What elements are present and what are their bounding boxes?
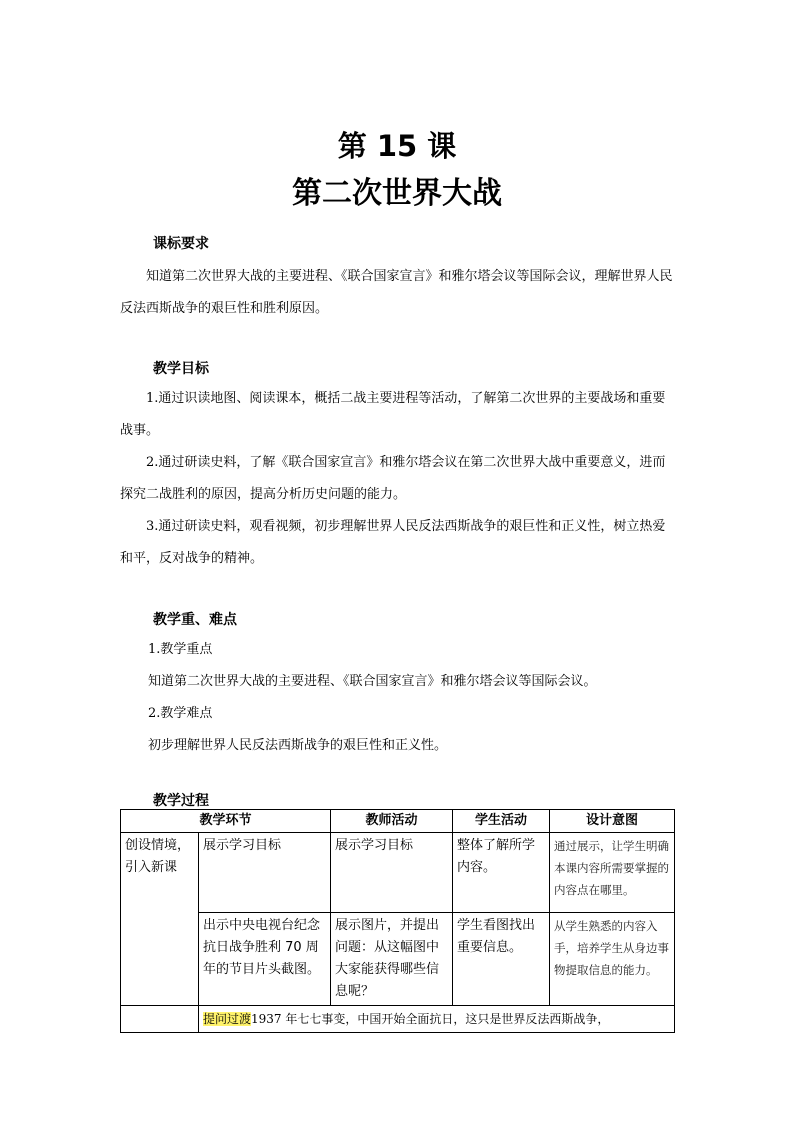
difficult-point-label: 2.教学难点 (148, 706, 213, 721)
goal-item-2: 2.通过研读史料，了解《联合国家宣言》和雅尔塔会议在第二次世界大战中重要意义，进而探究二战胜利的原因，提高分析历史问题的能力。 (120, 455, 666, 502)
table-row (121, 1006, 675, 1033)
table-row (121, 913, 675, 1006)
table-header-row (121, 810, 675, 833)
teacher-cell: 展示图片，并提出问题：从这幅图中大家能获得哪些信息呢？ (331, 913, 453, 1006)
student-cell: 整体了解所学内容。 (453, 833, 550, 913)
content-cell: 出示中央电视台纪念抗日战争胜利 70 周年的节目片头截图。 (199, 913, 331, 1006)
stage-cell-empty (121, 1006, 199, 1033)
process-table (120, 809, 675, 1033)
intent-cell: 通过展示，让学生明确本课内容所需要掌握的内容点在哪里。 (550, 833, 675, 913)
standard-heading: 课标要求 (153, 236, 209, 252)
goals-heading: 教学目标 (153, 361, 209, 377)
lesson-number: 第 15 课 (337, 129, 457, 163)
content-cell: 展示学习目标 (199, 833, 331, 913)
focus-heading: 教学重、难点 (153, 612, 237, 628)
transition-text: 1937 年七七事变，中国开始全面抗日，这只是世界反法西斯战争， (251, 1012, 610, 1026)
intent-cell: 从学生熟悉的内容入手，培养学生从身边事物提取信息的能力。 (550, 913, 675, 1006)
transition-label: 提问过渡 (203, 1012, 252, 1026)
process-heading: 教学过程 (153, 793, 209, 809)
transition-cell (199, 1006, 675, 1033)
student-cell: 学生看图找出重要信息。 (453, 913, 550, 1006)
standard-text: 知道第二次世界大战的主要进程、《联合国家宣言》和雅尔塔会议等国际会议，理解世界人民反法西斯战争的艰巨性和胜利原因。 (120, 269, 673, 316)
difficult-point-text: 初步理解世界人民反法西斯战争的艰巨性和正义性。 (148, 738, 448, 753)
teacher-cell: 展示学习目标 (331, 833, 453, 913)
col-header-student: 学生活动 (453, 810, 550, 833)
lesson-title: 第二次世界大战 (292, 176, 502, 211)
col-header-teacher: 教师活动 (331, 810, 453, 833)
stage-cell: 创设情境，引入新课 (121, 833, 199, 1006)
col-header-stage: 教学环节 (121, 810, 331, 833)
table-row (121, 833, 675, 913)
goal-item-3: 3.通过研读史料，观看视频，初步理解世界人民反法西斯战争的艰巨性和正义性，树立热爱和平，反对战争的精神。 (120, 519, 666, 566)
goal-item-1: 1.通过识读地图、阅读课本，概括二战主要进程等活动，了解第二次世界的主要战场和重要战事。 (120, 391, 666, 438)
col-header-intent: 设计意图 (550, 810, 675, 833)
key-point-text: 知道第二次世界大战的主要进程、《联合国家宣言》和雅尔塔会议等国际会议。 (148, 674, 597, 689)
key-point-label: 1.教学重点 (148, 642, 213, 657)
